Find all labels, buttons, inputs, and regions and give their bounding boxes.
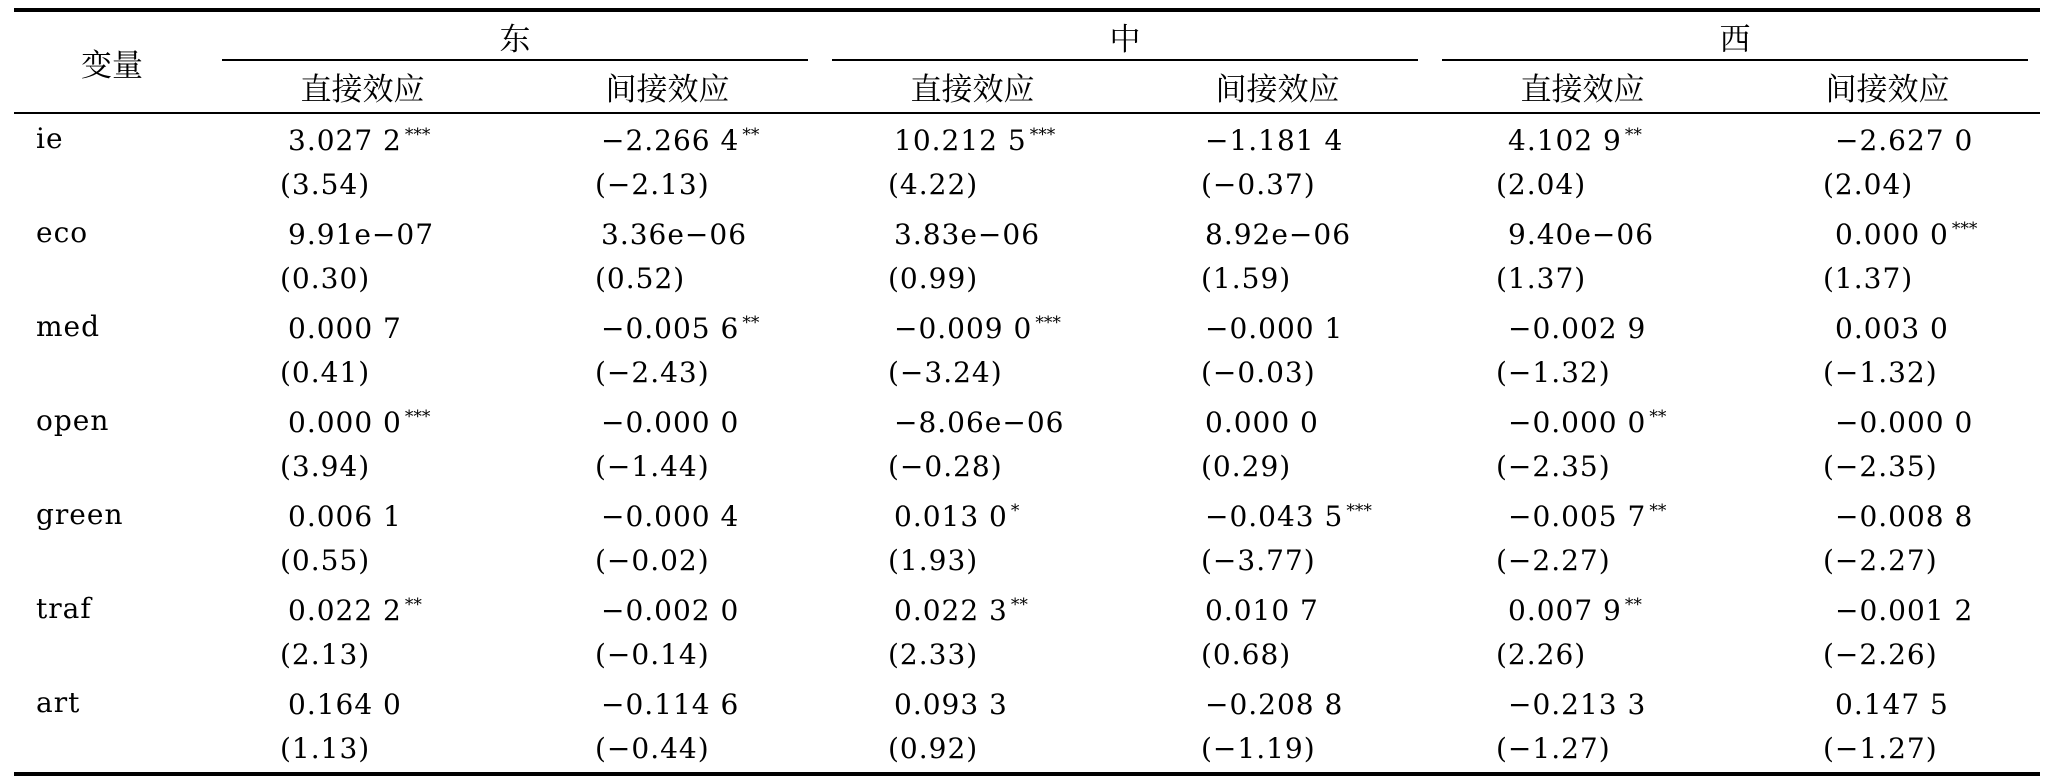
coefficient-value: −2.627 0 bbox=[1835, 123, 1974, 157]
region-underline bbox=[1442, 59, 2028, 61]
coefficient-cell bbox=[820, 584, 1125, 632]
coefficient-value: −0.000 0 bbox=[601, 405, 740, 439]
coefficient-value: −0.005 7 bbox=[1508, 499, 1647, 533]
t-statistic-cell bbox=[1430, 726, 1735, 774]
coefficient-cell bbox=[1735, 113, 2040, 162]
t-statistic-cell bbox=[820, 538, 1125, 584]
variable-name: art bbox=[36, 685, 81, 719]
t-statistic-value: (1.13) bbox=[280, 731, 371, 765]
t-statistic-cell bbox=[1430, 350, 1735, 396]
coefficient-cell bbox=[210, 678, 515, 726]
spatial-effects-table bbox=[14, 8, 2040, 776]
t-statistic-value: (0.99) bbox=[888, 261, 979, 295]
significance-stars: *** bbox=[404, 124, 431, 145]
t-statistic-value: (−3.24) bbox=[888, 355, 1003, 389]
blank-cell bbox=[14, 632, 210, 678]
t-statistic-value: (−2.35) bbox=[1496, 449, 1611, 483]
t-statistic-cell bbox=[1735, 538, 2040, 584]
coefficient-value: 0.022 2 bbox=[288, 593, 402, 627]
header-row-regions bbox=[14, 10, 2040, 61]
coefficient-cell bbox=[1430, 113, 1735, 162]
coefficient-cell bbox=[1430, 490, 1735, 538]
coefficient-value: −0.114 6 bbox=[601, 687, 740, 721]
coefficient-value: 0.006 1 bbox=[288, 499, 402, 533]
t-statistic-value: (3.94) bbox=[280, 449, 371, 483]
t-statistic-cell bbox=[1125, 726, 1430, 774]
significance-stars: *** bbox=[1951, 218, 1978, 239]
t-statistic-cell bbox=[210, 350, 515, 396]
t-statistic-value: (4.22) bbox=[888, 167, 979, 201]
significance-stars: ** bbox=[1649, 500, 1667, 521]
t-statistic-value: (0.52) bbox=[595, 261, 686, 295]
significance-stars: ** bbox=[742, 312, 760, 333]
coefficient-value: 0.013 0 bbox=[894, 499, 1008, 533]
t-statistic-value: (2.04) bbox=[1823, 167, 1914, 201]
coefficient-cell bbox=[515, 396, 820, 444]
t-statistic-value: (2.33) bbox=[888, 637, 979, 671]
coefficient-value: −0.043 5 bbox=[1205, 499, 1344, 533]
significance-stars: *** bbox=[1346, 500, 1372, 521]
coefficient-value: −0.002 9 bbox=[1508, 311, 1647, 345]
t-statistic-value: (−2.27) bbox=[1823, 543, 1938, 577]
blank-cell bbox=[14, 444, 210, 490]
coefficient-value: −0.000 0 bbox=[1835, 405, 1974, 439]
t-statistic-cell bbox=[820, 726, 1125, 774]
t-statistic-value: (−2.26) bbox=[1823, 637, 1938, 671]
variable-header: 变量 bbox=[14, 10, 210, 113]
t-statistic-cell bbox=[1430, 538, 1735, 584]
table-row-t-statistic bbox=[14, 162, 2040, 208]
coefficient-value: 9.40e−06 bbox=[1508, 217, 1655, 251]
region-label: 东 bbox=[499, 21, 531, 58]
coefficient-value: 8.92e−06 bbox=[1205, 217, 1352, 251]
blank-cell bbox=[14, 256, 210, 302]
t-statistic-cell bbox=[820, 256, 1125, 302]
direct-effect-header: 直接效应 bbox=[1430, 61, 1735, 113]
coefficient-cell bbox=[1430, 302, 1735, 350]
t-statistic-cell bbox=[1430, 162, 1735, 208]
t-statistic-value: (2.04) bbox=[1496, 167, 1587, 201]
t-statistic-cell bbox=[820, 350, 1125, 396]
t-statistic-cell bbox=[1735, 350, 2040, 396]
t-statistic-value: (−3.77) bbox=[1201, 543, 1316, 577]
coefficient-cell bbox=[515, 113, 820, 162]
coefficient-value: 9.91e−07 bbox=[288, 217, 435, 251]
t-statistic-value: (0.68) bbox=[1201, 637, 1292, 671]
t-statistic-value: (−2.35) bbox=[1823, 449, 1938, 483]
coefficient-value: 10.212 5 bbox=[894, 123, 1027, 157]
coefficient-cell bbox=[1125, 584, 1430, 632]
coefficient-value: −2.266 4 bbox=[601, 123, 740, 157]
significance-stars: ** bbox=[1624, 594, 1642, 615]
t-statistic-value: (2.13) bbox=[280, 637, 371, 671]
indirect-effect-header: 间接效应 bbox=[1125, 61, 1430, 113]
t-statistic-value: (−0.44) bbox=[595, 731, 710, 765]
t-statistic-value: (0.55) bbox=[280, 543, 371, 577]
significance-stars: ** bbox=[1649, 406, 1667, 427]
t-statistic-value: (−1.27) bbox=[1823, 731, 1938, 765]
t-statistic-cell bbox=[1430, 632, 1735, 678]
t-statistic-cell bbox=[820, 632, 1125, 678]
coefficient-cell bbox=[1430, 208, 1735, 256]
coefficient-cell bbox=[210, 113, 515, 162]
t-statistic-value: (0.30) bbox=[280, 261, 371, 295]
t-statistic-value: (1.93) bbox=[888, 543, 979, 577]
t-statistic-cell bbox=[210, 632, 515, 678]
region-underline bbox=[832, 59, 1418, 61]
coefficient-cell bbox=[820, 490, 1125, 538]
t-statistic-value: (0.29) bbox=[1201, 449, 1292, 483]
t-statistic-cell bbox=[1430, 444, 1735, 490]
blank-cell bbox=[14, 350, 210, 396]
t-statistic-value: (−1.27) bbox=[1496, 731, 1611, 765]
table-row-coefficient bbox=[14, 678, 2040, 726]
region-header-west bbox=[1430, 10, 2040, 61]
coefficient-value: 0.010 7 bbox=[1205, 593, 1319, 627]
coefficient-cell bbox=[1125, 208, 1430, 256]
t-statistic-cell bbox=[515, 538, 820, 584]
table-row-t-statistic bbox=[14, 632, 2040, 678]
variable-name: green bbox=[36, 497, 124, 531]
t-statistic-value: (−2.27) bbox=[1496, 543, 1611, 577]
t-statistic-cell bbox=[1125, 632, 1430, 678]
t-statistic-cell bbox=[1735, 632, 2040, 678]
coefficient-cell bbox=[1735, 302, 2040, 350]
coefficient-value: −0.008 8 bbox=[1835, 499, 1974, 533]
coefficient-value: −1.181 4 bbox=[1205, 123, 1344, 157]
coefficient-cell bbox=[210, 490, 515, 538]
t-statistic-cell bbox=[210, 726, 515, 774]
t-statistic-value: (1.37) bbox=[1496, 261, 1587, 295]
coefficient-cell bbox=[515, 678, 820, 726]
region-underline bbox=[222, 59, 808, 61]
coefficient-value: −0.000 4 bbox=[601, 499, 740, 533]
coefficient-cell bbox=[820, 678, 1125, 726]
significance-stars: ** bbox=[404, 594, 422, 615]
significance-stars: *** bbox=[404, 406, 431, 427]
t-statistic-value: (0.41) bbox=[280, 355, 371, 389]
t-statistic-cell bbox=[1735, 256, 2040, 302]
t-statistic-value: (−1.44) bbox=[595, 449, 710, 483]
direct-effect-header: 直接效应 bbox=[210, 61, 515, 113]
t-statistic-cell bbox=[1125, 256, 1430, 302]
coefficient-value: 0.022 3 bbox=[894, 593, 1008, 627]
variable-name: med bbox=[36, 309, 101, 343]
t-statistic-value: (−2.13) bbox=[595, 167, 710, 201]
t-statistic-value: (−0.03) bbox=[1201, 355, 1316, 389]
variable-name: eco bbox=[36, 215, 89, 249]
coefficient-cell bbox=[210, 396, 515, 444]
significance-stars: ** bbox=[742, 124, 760, 145]
t-statistic-cell bbox=[210, 162, 515, 208]
table-row-coefficient bbox=[14, 302, 2040, 350]
coefficient-value: −0.000 1 bbox=[1205, 311, 1344, 345]
coefficient-cell bbox=[1125, 490, 1430, 538]
coefficient-value: 0.093 3 bbox=[894, 687, 1008, 721]
region-label: 中 bbox=[1109, 21, 1141, 58]
coefficient-cell bbox=[820, 113, 1125, 162]
t-statistic-cell bbox=[820, 444, 1125, 490]
blank-cell bbox=[14, 538, 210, 584]
table-row-coefficient bbox=[14, 396, 2040, 444]
coefficient-value: 3.83e−06 bbox=[894, 217, 1041, 251]
t-statistic-cell bbox=[210, 444, 515, 490]
t-statistic-value: (1.59) bbox=[1201, 261, 1292, 295]
coefficient-cell bbox=[210, 208, 515, 256]
table-row-coefficient bbox=[14, 113, 2040, 162]
t-statistic-value: (−0.14) bbox=[595, 637, 710, 671]
coefficient-cell bbox=[515, 208, 820, 256]
t-statistic-value: (−0.37) bbox=[1201, 167, 1316, 201]
t-statistic-value: (0.92) bbox=[888, 731, 979, 765]
coefficient-value: 0.003 0 bbox=[1835, 311, 1949, 345]
coefficient-cell bbox=[210, 302, 515, 350]
t-statistic-cell bbox=[515, 444, 820, 490]
coefficient-cell bbox=[820, 208, 1125, 256]
t-statistic-cell bbox=[515, 632, 820, 678]
table-row-coefficient bbox=[14, 490, 2040, 538]
coefficient-value: 0.000 0 bbox=[1835, 217, 1949, 251]
coefficient-value: −0.005 6 bbox=[601, 311, 740, 345]
t-statistic-cell bbox=[1430, 256, 1735, 302]
indirect-effect-header: 间接效应 bbox=[515, 61, 820, 113]
coefficient-cell bbox=[515, 584, 820, 632]
coefficient-cell bbox=[1125, 396, 1430, 444]
variable-name: open bbox=[36, 403, 110, 437]
coefficient-value: −8.06e−06 bbox=[894, 405, 1065, 439]
region-header-east bbox=[210, 10, 820, 61]
blank-cell bbox=[14, 726, 210, 774]
t-statistic-cell bbox=[1125, 162, 1430, 208]
coefficient-value: −0.208 8 bbox=[1205, 687, 1344, 721]
coefficient-value: 0.000 0 bbox=[288, 405, 402, 439]
coefficient-value: −0.001 2 bbox=[1835, 593, 1974, 627]
coefficient-cell bbox=[515, 490, 820, 538]
table-row-coefficient bbox=[14, 584, 2040, 632]
t-statistic-cell bbox=[515, 350, 820, 396]
t-statistic-value: (−0.02) bbox=[595, 543, 710, 577]
t-statistic-cell bbox=[210, 538, 515, 584]
t-statistic-value: (−1.32) bbox=[1496, 355, 1611, 389]
t-statistic-cell bbox=[1735, 444, 2040, 490]
table-row-coefficient bbox=[14, 208, 2040, 256]
region-label: 西 bbox=[1719, 21, 1751, 58]
coefficient-cell bbox=[1735, 208, 2040, 256]
variable-name: traf bbox=[36, 591, 92, 625]
t-statistic-cell bbox=[515, 256, 820, 302]
coefficient-cell bbox=[1735, 490, 2040, 538]
table-row-t-statistic bbox=[14, 444, 2040, 490]
coefficient-value: −0.213 3 bbox=[1508, 687, 1647, 721]
t-statistic-cell bbox=[515, 162, 820, 208]
table-row-t-statistic bbox=[14, 538, 2040, 584]
table-row-t-statistic bbox=[14, 256, 2040, 302]
t-statistic-cell bbox=[1125, 350, 1430, 396]
coefficient-value: 0.147 5 bbox=[1835, 687, 1949, 721]
table-row-t-statistic bbox=[14, 350, 2040, 396]
table-body bbox=[14, 113, 2040, 774]
coefficient-cell bbox=[1735, 396, 2040, 444]
indirect-effect-header: 间接效应 bbox=[1735, 61, 2040, 113]
coefficient-value: 0.000 7 bbox=[288, 311, 402, 345]
coefficient-value: 0.000 0 bbox=[1205, 405, 1319, 439]
t-statistic-cell bbox=[210, 256, 515, 302]
coefficient-cell bbox=[1125, 302, 1430, 350]
coefficient-value: −0.000 0 bbox=[1508, 405, 1647, 439]
t-statistic-value: (1.37) bbox=[1823, 261, 1914, 295]
t-statistic-value: (−1.32) bbox=[1823, 355, 1938, 389]
coefficient-cell bbox=[515, 302, 820, 350]
t-statistic-value: (−0.28) bbox=[888, 449, 1003, 483]
coefficient-cell bbox=[1735, 678, 2040, 726]
coefficient-cell bbox=[1125, 678, 1430, 726]
t-statistic-value: (−1.19) bbox=[1201, 731, 1316, 765]
t-statistic-cell bbox=[1735, 162, 2040, 208]
coefficient-cell bbox=[1125, 113, 1430, 162]
header-row-effects bbox=[14, 61, 2040, 113]
significance-stars: *** bbox=[1035, 312, 1061, 333]
t-statistic-cell bbox=[820, 162, 1125, 208]
coefficient-cell bbox=[1430, 584, 1735, 632]
coefficient-value: 3.027 2 bbox=[288, 123, 402, 157]
t-statistic-cell bbox=[515, 726, 820, 774]
coefficient-cell bbox=[820, 302, 1125, 350]
blank-cell bbox=[14, 162, 210, 208]
coefficient-cell bbox=[1735, 584, 2040, 632]
t-statistic-value: (2.26) bbox=[1496, 637, 1587, 671]
region-header-central bbox=[820, 10, 1430, 61]
coefficient-cell bbox=[1430, 678, 1735, 726]
coefficient-value: −0.002 0 bbox=[601, 593, 740, 627]
significance-stars: ** bbox=[1624, 124, 1642, 145]
coefficient-value: 0.007 9 bbox=[1508, 593, 1622, 627]
t-statistic-value: (−2.43) bbox=[595, 355, 710, 389]
t-statistic-cell bbox=[1735, 726, 2040, 774]
coefficient-cell bbox=[1430, 396, 1735, 444]
direct-effect-header: 直接效应 bbox=[820, 61, 1125, 113]
coefficient-value: 4.102 9 bbox=[1508, 123, 1622, 157]
significance-stars: *** bbox=[1029, 124, 1056, 145]
coefficient-cell bbox=[210, 584, 515, 632]
table-row-t-statistic bbox=[14, 726, 2040, 774]
variable-name: ie bbox=[36, 121, 64, 155]
t-statistic-cell bbox=[1125, 538, 1430, 584]
coefficient-value: −0.009 0 bbox=[894, 311, 1033, 345]
coefficient-value: 3.36e−06 bbox=[601, 217, 748, 251]
significance-stars: ** bbox=[1010, 594, 1028, 615]
t-statistic-value: (3.54) bbox=[280, 167, 371, 201]
coefficient-value: 0.164 0 bbox=[288, 687, 402, 721]
significance-stars: * bbox=[1010, 500, 1020, 521]
coefficient-cell bbox=[820, 396, 1125, 444]
t-statistic-cell bbox=[1125, 444, 1430, 490]
